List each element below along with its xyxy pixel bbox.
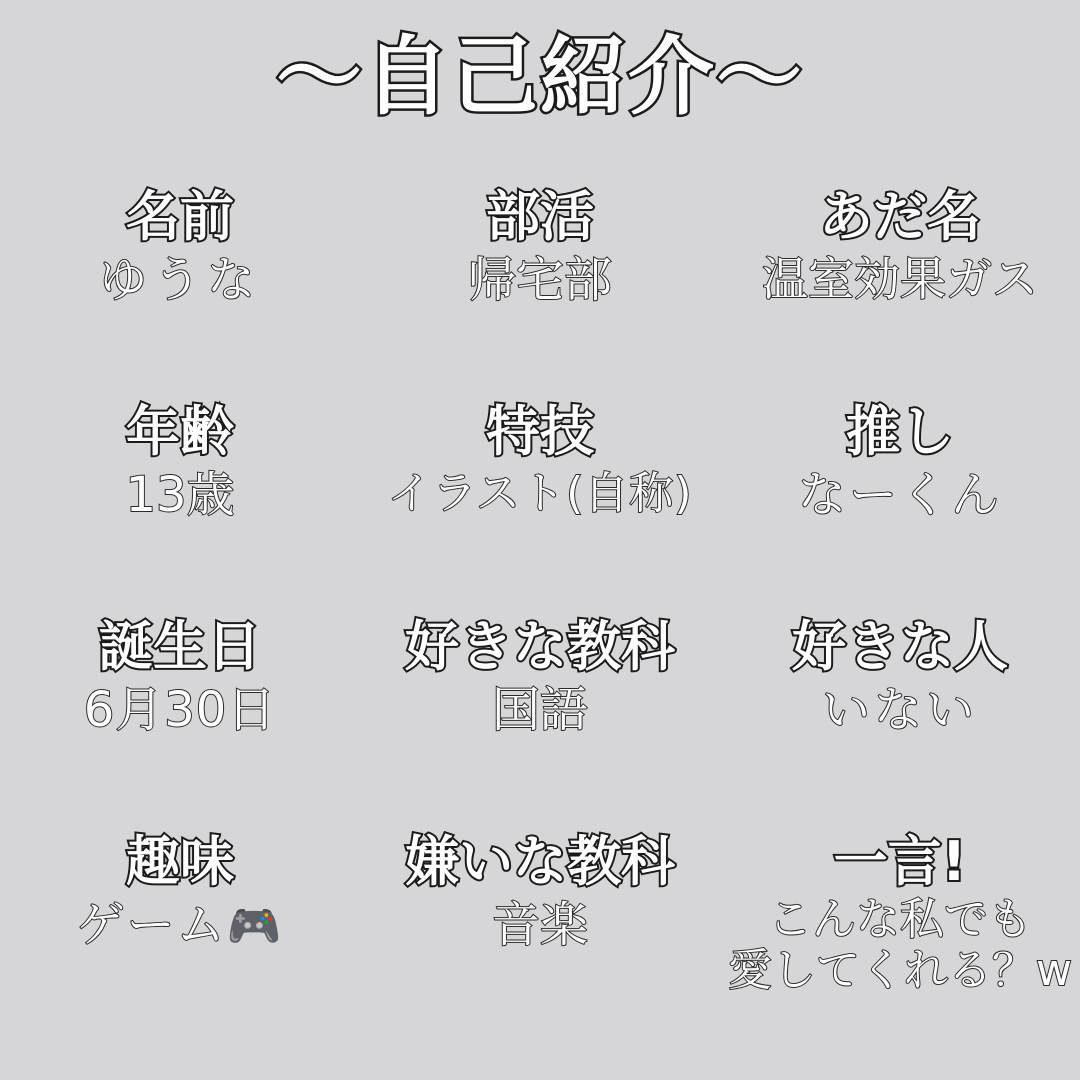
profile-entry-talent xyxy=(360,395,720,610)
profile-entry-hobby xyxy=(0,825,360,1040)
game-controller-icon: 🎮 xyxy=(226,901,284,953)
entry-value: 音楽 xyxy=(491,897,588,954)
entry-label: 年齢 xyxy=(126,400,234,463)
profile-entry-favorite-subject xyxy=(360,610,720,825)
page-title: 〜自己紹介〜 xyxy=(276,27,804,127)
entry-value: こんな私でも 愛してくれる？w xyxy=(728,894,1072,996)
entry-label: 特技 xyxy=(486,400,594,463)
entry-value: 帰宅部 xyxy=(467,252,612,309)
entry-label: 趣味 xyxy=(126,830,234,893)
entry-value-row xyxy=(77,899,284,953)
entry-value: ゲーム xyxy=(76,897,227,954)
profile-entry-club xyxy=(360,180,720,395)
entry-value: 6月30日 xyxy=(83,682,277,739)
entry-label: 誕生日 xyxy=(99,615,261,678)
entry-value: 国語 xyxy=(491,682,588,739)
profile-entry-nickname xyxy=(720,180,1080,395)
entry-label: 好きな人 xyxy=(792,615,1008,678)
entry-label: 名前 xyxy=(126,185,234,248)
entry-value: いない xyxy=(821,682,978,739)
entry-label: 推し xyxy=(846,400,954,463)
profile-entry-birthday xyxy=(0,610,360,825)
entry-label: 嫌いな教科 xyxy=(405,830,675,893)
profile-entry-crush xyxy=(720,610,1080,825)
entry-label: 部活 xyxy=(486,185,594,248)
entry-label: 一言! xyxy=(833,830,967,893)
entry-label: あだ名 xyxy=(819,185,981,248)
entry-label: 好きな教科 xyxy=(405,615,675,678)
profile-entry-oshi xyxy=(720,395,1080,610)
entry-value: ゆうな xyxy=(98,252,261,309)
profile-entry-disliked-subject xyxy=(360,825,720,1040)
profile-grid xyxy=(0,180,1080,1040)
profile-entry-name xyxy=(0,180,360,395)
entry-value: 13歳 xyxy=(125,467,235,524)
profile-entry-age xyxy=(0,395,360,610)
entry-value: イラスト(自称) xyxy=(387,468,693,520)
entry-value: 温室効果ガス xyxy=(762,252,1038,307)
profile-entry-comment xyxy=(720,825,1080,1040)
entry-value: なーくん xyxy=(797,467,1002,524)
